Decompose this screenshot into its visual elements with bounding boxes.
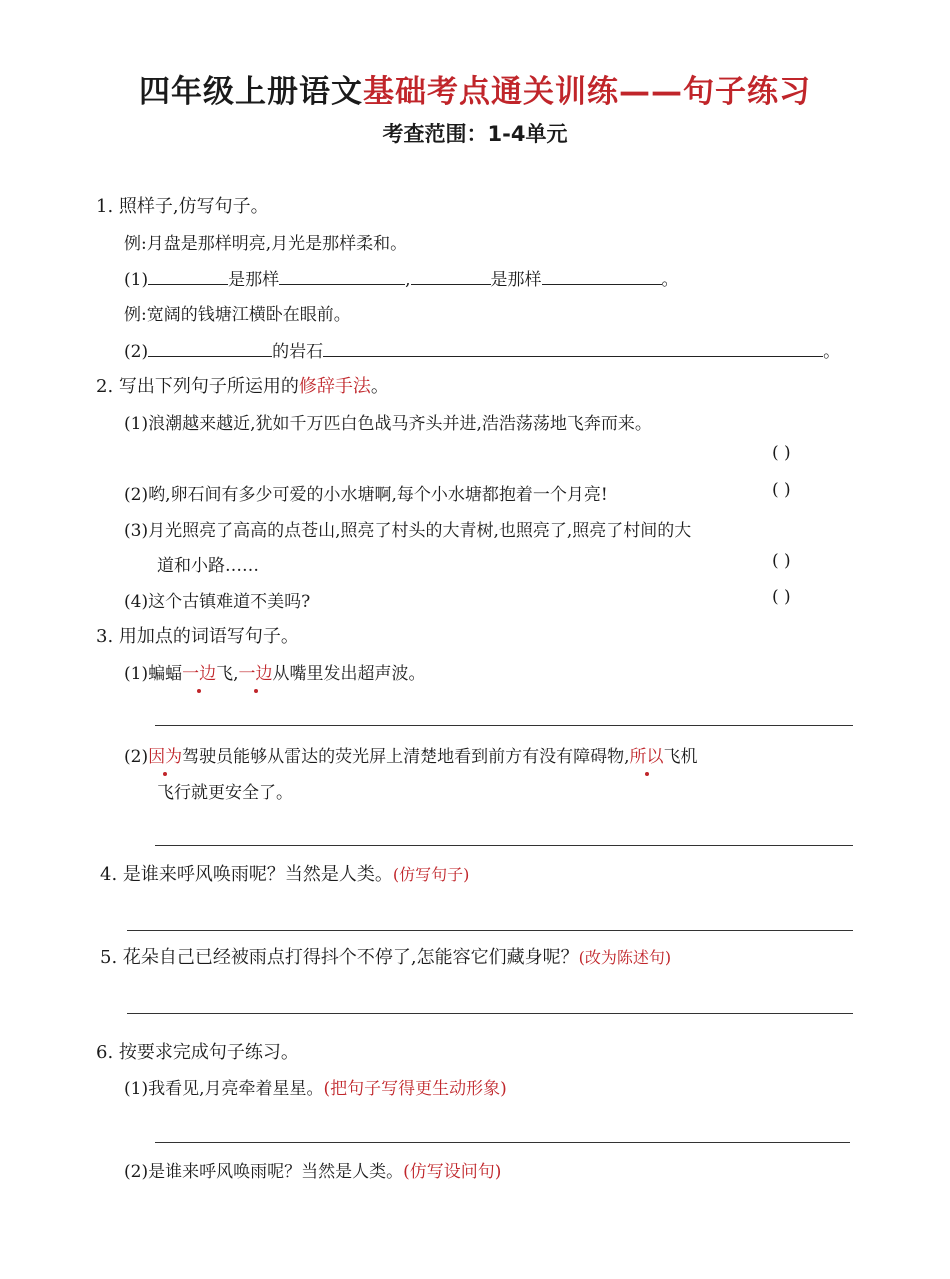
sub-label: (4)	[124, 592, 149, 612]
q3-s1-text-b: 飞,	[216, 664, 239, 684]
answer-line[interactable]	[127, 930, 853, 931]
question-text: 花朵自己已经被雨点打得抖个不停了,怎能容它们藏身呢？	[122, 947, 579, 968]
q3-s2-text-b: 飞机	[663, 747, 698, 767]
question-number: 6.	[96, 1042, 114, 1063]
title-black: 四年级上册语文	[139, 74, 363, 110]
q3-s2-text-a: 驾驶员能够从雷达的荧光屏上清楚地看到前方有没有障碍物,	[182, 747, 630, 767]
q3-sentence-2	[124, 742, 698, 767]
dotted-keyword: 一边	[239, 659, 273, 684]
page-subtitle: 考查范围：1-4单元	[382, 122, 568, 146]
question-text: 照样子,仿写句子。	[118, 196, 269, 217]
question-number: 1.	[96, 196, 114, 217]
q6-s1-text: 我看见,月亮牵着星星。	[148, 1079, 324, 1099]
q1-s2-text-1: 的岩石	[272, 342, 324, 362]
q1-s1-text-2: ,	[405, 270, 411, 290]
sub-label: (2)	[124, 747, 149, 767]
answer-line[interactable]	[155, 1142, 850, 1143]
q2-item-2	[124, 480, 608, 505]
sub-label: (1)	[124, 270, 149, 290]
question-number: 3.	[96, 626, 114, 647]
q1-sentence-2	[124, 337, 840, 362]
q2-answer-paren-3[interactable]: ( )	[772, 551, 791, 571]
sub-label: (2)	[124, 485, 149, 505]
q2-answer-paren-1[interactable]: ( )	[772, 443, 791, 463]
q2-answer-paren-4[interactable]: ( )	[772, 587, 791, 607]
question-text: 用加点的词语写句子。	[118, 626, 299, 647]
answer-line[interactable]	[155, 725, 853, 726]
q6-s2-text: 是谁来呼风唤雨呢？当然是人类。	[148, 1162, 404, 1182]
q3-sentence-1	[124, 659, 426, 684]
question-hint: (仿写设问句)	[403, 1162, 502, 1182]
q1-sentence-1	[124, 265, 679, 290]
question-text-end: 。	[370, 376, 389, 397]
sub-label: (2)	[124, 342, 149, 362]
question-hint: (把句子写得更生动形象)	[323, 1079, 507, 1099]
question-text: 是谁来呼风唤雨呢？当然是人类。	[122, 864, 393, 885]
q3-s1-text-a: 蝙蝠	[148, 664, 183, 684]
q2-item-1	[124, 409, 652, 434]
answer-blank[interactable]	[542, 266, 662, 285]
question-6	[96, 1038, 299, 1064]
sub-label: (2)	[124, 1162, 149, 1182]
title-red: 基础考点通关训练——句子练习	[363, 74, 811, 110]
q3-sentence-2-line-2: 飞行就更安全了。	[157, 783, 293, 803]
q2-item-3-line-2: 道和小路……	[157, 556, 259, 576]
answer-blank[interactable]	[148, 338, 272, 357]
q2-item-4	[124, 587, 310, 612]
dotted-keyword: 一边	[182, 659, 216, 684]
sub-label: (1)	[124, 414, 149, 434]
sub-label: (1)	[124, 664, 149, 684]
question-1	[96, 192, 269, 218]
q1-example-1: 例:月盘是那样明亮,月光是那样柔和。	[124, 234, 408, 254]
answer-blank[interactable]	[411, 266, 491, 285]
question-text-highlight: 修辞手法	[298, 376, 371, 397]
q6-sentence-2	[124, 1157, 501, 1182]
question-3	[96, 622, 299, 648]
question-number: 5.	[100, 947, 118, 968]
q1-example-2: 例:宽阔的钱塘江横卧在眼前。	[124, 305, 351, 325]
q1-s2-text-2: 。	[823, 342, 841, 362]
sub-label: (1)	[124, 1079, 149, 1099]
q1-s1-text-3: 是那样	[490, 270, 542, 290]
question-text: 按要求完成句子练习。	[118, 1042, 299, 1063]
question-2	[96, 372, 389, 398]
q2-item-1-text: 浪潮越来越近,犹如千万匹白色战马齐头并进,浩浩荡荡地飞奔而来。	[148, 414, 652, 434]
q2-answer-paren-2[interactable]: ( )	[772, 480, 791, 500]
page-title	[0, 66, 950, 111]
q6-sentence-1	[124, 1074, 507, 1099]
q3-s1-text-c: 从嘴里发出超声波。	[272, 664, 426, 684]
answer-blank[interactable]	[148, 266, 228, 285]
q2-item-4-text: 这个古镇难道不美吗?	[148, 592, 311, 612]
answer-blank[interactable]	[279, 266, 405, 285]
q2-item-3-text: 月光照亮了高高的点苍山,照亮了村头的大青树,也照亮了,照亮了村间的大	[148, 521, 692, 541]
question-4	[100, 860, 469, 886]
answer-line[interactable]	[127, 1013, 853, 1014]
question-number: 2.	[96, 376, 114, 397]
dotted-keyword: 因为	[148, 742, 182, 767]
dotted-keyword: 所以	[630, 742, 664, 767]
answer-blank[interactable]	[323, 338, 823, 357]
q2-item-3	[124, 516, 691, 541]
answer-line[interactable]	[155, 845, 853, 846]
question-hint: (改为陈述句)	[578, 948, 672, 967]
q1-s1-text-4: 。	[661, 270, 679, 290]
q2-item-2-text: 哟,卵石间有多少可爱的小水塘啊,每个小水塘都抱着一个月亮!	[148, 485, 608, 505]
question-number: 4.	[100, 864, 118, 885]
q1-s1-text-1: 是那样	[228, 270, 280, 290]
question-text: 写出下列句子所运用的	[118, 376, 299, 397]
question-5	[100, 943, 671, 969]
sub-label: (3)	[124, 521, 149, 541]
question-hint: (仿写句子)	[392, 865, 470, 884]
